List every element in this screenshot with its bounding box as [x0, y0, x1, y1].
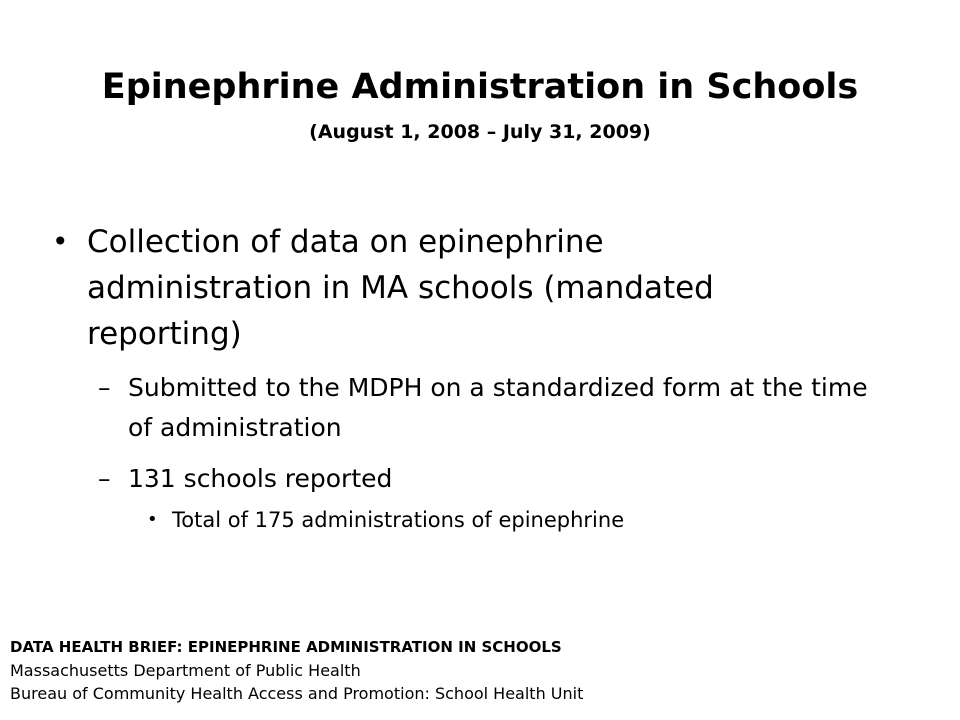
bullet-main	[52, 219, 797, 357]
dash-icon: –	[98, 464, 111, 493]
footer-bureau: Bureau of Community Health Access and Promotion: School Health Unit	[10, 684, 584, 703]
bullet-sub-2-detail-text: Total of 175 administrations of epinephrine	[172, 508, 625, 532]
bullet-sub-2-detail	[147, 505, 912, 535]
bullet-main-text: Collection of data on epinephrine administration in MA schools (mandated reporting)	[87, 224, 714, 352]
dash-icon: –	[98, 373, 111, 402]
bullet-dot-icon: •	[147, 509, 158, 530]
bullet-dot-icon: •	[52, 225, 69, 258]
footer-brief-title: DATA HEALTH BRIEF: EPINEPHRINE ADMINISTRATION IN SCHOOLS	[10, 638, 562, 656]
bullet-sub-1	[98, 368, 898, 448]
bullet-sub-1-text: Submitted to the MDPH on a standardized form at the time of administration	[128, 373, 868, 442]
slide-subtitle: (August 1, 2008 – July 31, 2009)	[309, 121, 651, 143]
footer-department: Massachusetts Department of Public Health	[10, 661, 361, 680]
slide-body	[52, 219, 912, 535]
bullet-sub-2	[98, 459, 898, 499]
slide-footer	[10, 636, 583, 705]
slide-title: Epinephrine Administration in Schools	[101, 67, 859, 107]
bullet-sub-2-text: 131 schools reported	[128, 464, 393, 493]
